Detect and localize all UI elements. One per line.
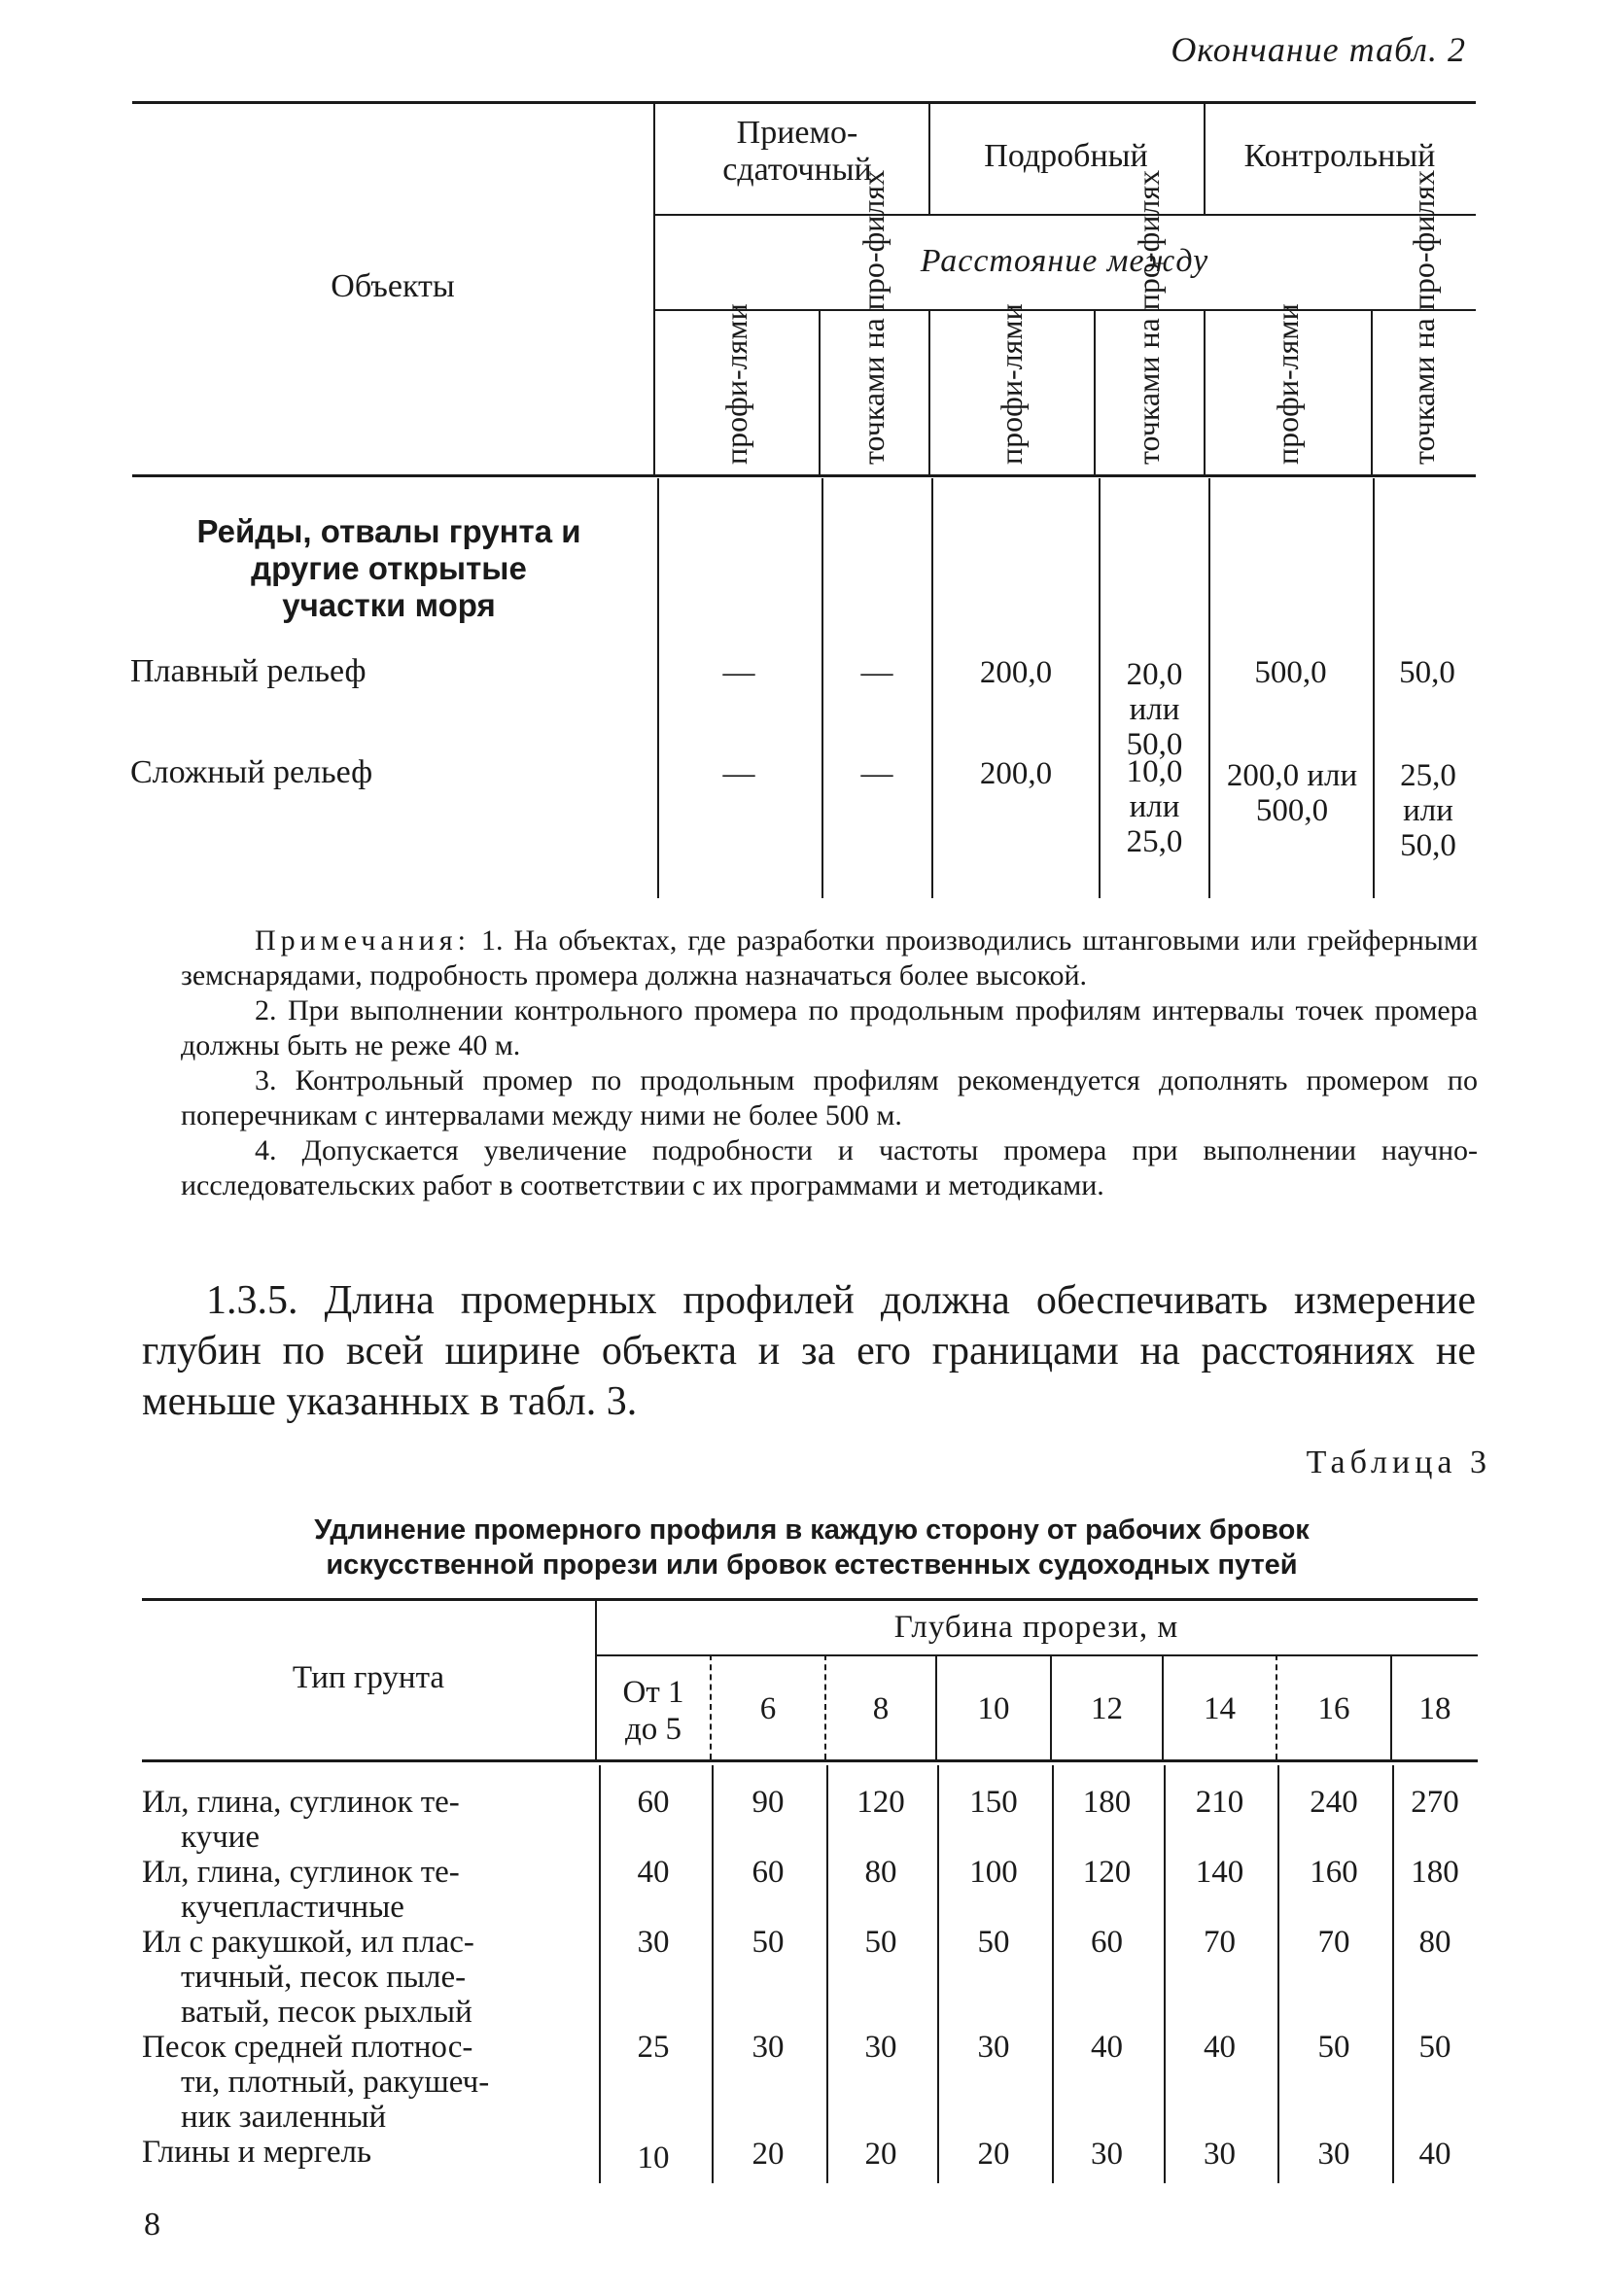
table3-vline <box>710 1654 712 1759</box>
table3-cell: 70 <box>1204 1925 1236 1960</box>
table2-cell: 50,0 <box>1399 655 1455 690</box>
table3-cell: 180 <box>1411 1855 1459 1890</box>
table2-vline <box>931 478 933 898</box>
table2-vline <box>928 309 930 474</box>
table2-vline <box>1208 478 1210 898</box>
table3-cell: 90 <box>752 1785 785 1820</box>
subheader-text: точками на про-филях <box>856 169 891 465</box>
soil-line: ти, плотный, ракушеч- <box>181 2065 490 2100</box>
table3-cell: 140 <box>1195 1855 1244 1890</box>
table3-cell: 30 <box>752 2030 785 2065</box>
table3-cell: 40 <box>1204 2030 1236 2065</box>
table3-cell: 150 <box>969 1785 1018 1820</box>
continuation-label: Окончание табл. 2 <box>1171 30 1466 69</box>
table3-vline <box>712 1765 714 2183</box>
group-header-control: Контрольный <box>1243 138 1436 174</box>
table2-top-rule <box>132 101 1476 104</box>
table3-cell: 50 <box>752 1925 785 1960</box>
table3-cell: 20 <box>977 2137 1010 2172</box>
table2-cell: 10,0 или 25,0 <box>1126 754 1183 859</box>
subheader-profiles <box>993 303 1030 465</box>
soil-line: ватый, песок рыхлый <box>181 1995 472 2030</box>
table3-cell: 270 <box>1411 1785 1459 1820</box>
soil-line: кучепластичные <box>181 1890 404 1925</box>
table3-cell: 80 <box>1418 1925 1451 1960</box>
depth-col: 16 <box>1317 1691 1350 1726</box>
table2-notes <box>181 923 1478 1203</box>
table3-vline <box>599 1765 601 2183</box>
subheader-text: профи-лями <box>1270 303 1305 465</box>
table3-cell: 50 <box>1418 2030 1451 2065</box>
depth-header: Глубина прорези, м <box>893 1610 1179 1645</box>
notes-lead: Примечания: <box>255 924 471 957</box>
subheader-text: профи-лями <box>718 303 753 465</box>
section-title: Рейды, отвалы грунта и другие открытые участки моря <box>196 513 581 623</box>
table3-cell: 50 <box>1317 2030 1350 2065</box>
table2-vline <box>821 478 823 898</box>
group-header-acceptance: Приемо-сдаточный <box>722 115 872 188</box>
soil-line: Ил с ракушкой, ил плас- <box>142 1925 474 1960</box>
table2-vline <box>1099 478 1101 898</box>
depth-col: 18 <box>1418 1691 1451 1726</box>
table3-cell: 100 <box>969 1855 1018 1890</box>
soil-row-1 <box>142 1785 570 1855</box>
note-2: 2. При выполнении контрольного промера по продольным профилям интервалы точек промера должны быть не реже 40 м. <box>181 994 1478 1061</box>
soil-line: Ил, глина, суглинок те- <box>142 1785 460 1820</box>
soil-line: тичный, песок пыле- <box>181 1960 467 1995</box>
table2-vline <box>1204 309 1206 474</box>
table3-vline <box>1277 1765 1279 2183</box>
table2-cell: 200,0 или 500,0 <box>1226 758 1358 828</box>
table2-header-rule <box>132 474 1476 477</box>
table3-cell: 30 <box>864 2030 897 2065</box>
table2-vline <box>819 309 821 474</box>
soil-line: кучие <box>181 1820 260 1855</box>
row-label: Плавный рельеф <box>130 653 367 689</box>
table2-vline <box>1371 309 1373 474</box>
table3-cell: 120 <box>1082 1855 1132 1890</box>
table3-depth-rule <box>595 1654 1478 1656</box>
table2-cell: — <box>722 756 755 791</box>
table3-cell: 60 <box>1091 1925 1123 1960</box>
distance-header: Расстояние между <box>920 243 1209 279</box>
row-label: Сложный рельеф <box>130 754 373 790</box>
paragraph-1-3-5: 1.3.5. Длина промерных профилей должна обеспечивать измерение глубин по всей ширине объекта и за его границами на расстояниях не меньше указанных в табл. 3. <box>142 1278 1476 1424</box>
table3-cell: 40 <box>1418 2137 1451 2172</box>
table2-cell: 200,0 <box>979 756 1053 791</box>
table3-cell: 60 <box>637 1785 670 1820</box>
table3-cell: 30 <box>1204 2137 1236 2172</box>
table2-cell: — <box>722 655 755 690</box>
table3-cell: 50 <box>864 1925 897 1960</box>
table3-cell: 120 <box>856 1785 905 1820</box>
table3-vline <box>826 1765 828 2183</box>
soil-row-3 <box>142 1925 570 2030</box>
soil-line: Глины и мергель <box>142 2135 372 2170</box>
table3-cell: 210 <box>1195 1785 1244 1820</box>
group-header-detailed: Подробный <box>984 138 1148 174</box>
page-number: 8 <box>144 2207 160 2243</box>
soil-row-2 <box>142 1855 570 1925</box>
table3-cell: 40 <box>637 1855 670 1890</box>
table3-cell: 40 <box>1091 2030 1123 2065</box>
table3-cell: 20 <box>864 2137 897 2172</box>
table3-cell: 25 <box>637 2030 670 2065</box>
table2-vline <box>1373 478 1375 898</box>
subheader-text: точками на про-филях <box>1131 169 1166 465</box>
table3-label: Таблица 3 <box>1306 1444 1491 1480</box>
table3-vline <box>1052 1765 1054 2183</box>
soil-row-5 <box>142 2135 570 2170</box>
table3-cell: 240 <box>1310 1785 1358 1820</box>
table3-cell: 50 <box>977 1925 1010 1960</box>
table3-cell: 30 <box>637 1925 670 1960</box>
note-1-text: 1. На объектах, где разработки производились штанговыми или грейферными земснарядами, подробность промера должна назначаться более высокой. <box>181 924 1478 991</box>
note-4: 4. Допускается увеличение подробности и частоты промера при выполнении научно-исследовательских работ в соответствии с их программами и методиками. <box>181 1134 1478 1201</box>
table3-cell: 30 <box>977 2030 1010 2065</box>
caption-line-2: искусственной прорези или бровок естественных судоходных путей <box>326 1549 1298 1581</box>
table3-cell: 10 <box>637 2140 670 2175</box>
table3-header-rule <box>142 1759 1478 1762</box>
table3-caption <box>146 1513 1478 1583</box>
table3-cell: 80 <box>864 1855 897 1890</box>
table2-vline <box>1094 309 1096 474</box>
table2-cell: 20,0 или 50,0 <box>1126 657 1183 762</box>
note-3: 3. Контрольный промер по продольным профилям рекомендуется дополнять промером по поперечникам с интервалами между ними не более 500 м. <box>181 1064 1478 1131</box>
table2-cell: — <box>860 756 893 791</box>
table2-cell: 500,0 <box>1254 655 1327 690</box>
subheader-points <box>1405 169 1442 465</box>
table2-group-rule <box>653 214 1476 216</box>
table3-cell: 60 <box>752 1855 785 1890</box>
table3-cell: 30 <box>1317 2137 1350 2172</box>
soil-row-4 <box>142 2030 570 2135</box>
table2-cell: 200,0 <box>979 655 1053 690</box>
depth-col: 6 <box>759 1691 777 1726</box>
soil-type-header: Тип грунта <box>292 1660 445 1695</box>
table3-cell: 160 <box>1310 1855 1358 1890</box>
table2-distance-rule <box>653 309 1476 311</box>
soil-line: Песок средней плотнос- <box>142 2030 473 2065</box>
table2-cell: — <box>860 655 893 690</box>
table3-vline <box>937 1765 939 2183</box>
subheader-text: точками на про-филях <box>1406 169 1441 465</box>
objects-header: Объекты <box>331 268 455 304</box>
depth-col: 10 <box>977 1691 1010 1726</box>
table3-cell: 180 <box>1082 1785 1132 1820</box>
soil-line: Ил, глина, суглинок те- <box>142 1855 460 1890</box>
depth-col: От 1 до 5 <box>622 1675 684 1747</box>
table3-cell: 30 <box>1091 2137 1123 2172</box>
table3-cell: 20 <box>752 2137 785 2172</box>
subheader-points <box>855 169 891 465</box>
soil-line: ник заиленный <box>181 2100 387 2135</box>
table2-cell: 25,0 или 50,0 <box>1400 758 1456 863</box>
subheader-points <box>1130 169 1167 465</box>
depth-col: 12 <box>1091 1691 1123 1726</box>
table2-vline <box>653 101 655 474</box>
subheader-profiles <box>1269 303 1306 465</box>
depth-col: 8 <box>872 1691 890 1726</box>
table2-vline <box>657 478 659 898</box>
subheader-profiles <box>717 303 754 465</box>
table3-top-rule <box>142 1598 1478 1601</box>
table3-vline <box>1392 1765 1394 2183</box>
subheader-text: профи-лями <box>994 303 1029 465</box>
table3-cell: 70 <box>1317 1925 1350 1960</box>
caption-line-1: Удлинение промерного профиля в каждую сторону от рабочих бровок <box>314 1514 1310 1546</box>
table3-vline <box>1164 1765 1166 2183</box>
depth-col: 14 <box>1204 1691 1236 1726</box>
note-1 <box>181 923 1478 993</box>
